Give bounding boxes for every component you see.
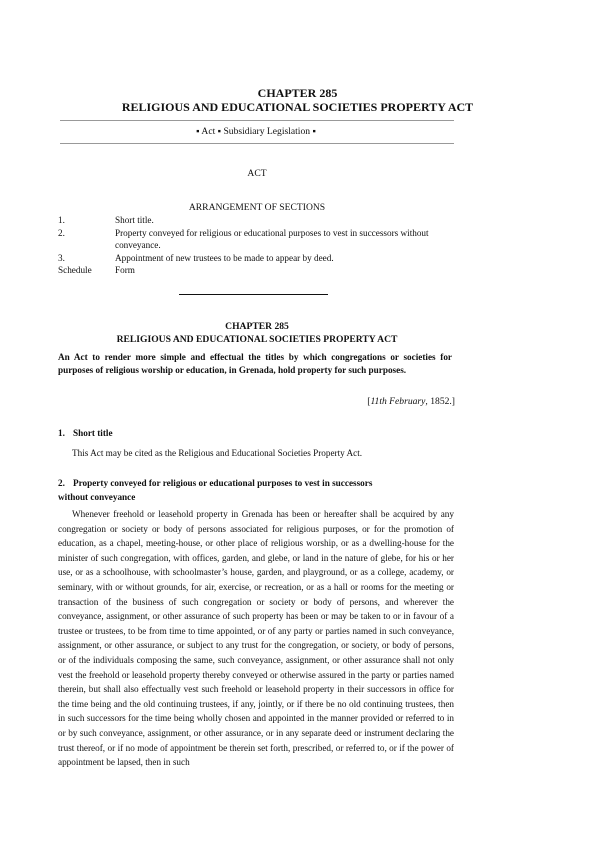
toc-item-property-conveyed[interactable]: Property conveyed for religious or educational purposes to vest in successors without conveyance. [115, 228, 429, 250]
long-title: An Act to render more simple and effectual the titles by which congregations or societies for purposes of religious worship or education, in Grenada, hold property for such purposes. [58, 352, 452, 376]
chapter-title: CHAPTER 285 [257, 86, 338, 100]
toc-item-short-title[interactable]: Short title. [115, 215, 154, 225]
section-2-text: Whenever freehold or leasehold property in Grenada has been or hereafter shall be acquired by any congregation or society or body of persons associated for religious purposes, or for the promotion of education, as a chapel, meeting-house, or other place of religious worship, or as a dwelling-house for the minister of such congregation, with offices, garden, and glebe, or land in the nature of glebe, for his or her use, or as a schoolhouse, with schoolmaster’s house, garden, and playground, or as a college, academy, or seminary, with or without grounds, for air, exercise, or recreation, or as a hall or rooms for the meeting or transaction of the business of such congregation or society or body of persons, and wherever the conveyance, assignment, or other assurance of such property has been or may be taken to or in favour of a trustee or trustees, to be from time to time appointed, or of any party or parties named in such conveyance, assignment, or other assurance, or subject to any trust for the congregation, or society, or body of persons, or of the individuals composing the same, such conveyance, assignment, or other assurance shall not only vest the freehold or leasehold property thereby conveyed or otherwise assured in the party or parties named therein, but shall also effectually vest such freehold or leasehold property in their successors in office for the time being and the old continuing trustees, if any, jointly, or if there be no old continuing trustees, then in such successors for the time being wholly chosen and appointed in the manner provided or referred to in or by such conveyance, assignment, or other assurance, or in any separate deed or instrument declaring the trust thereof, or if no mode of appointment be therein set forth, prescribed, or referred to, or if the power of appointment be lapsed, then in such [58, 509, 454, 768]
toc-item-schedule[interactable]: Form [115, 265, 135, 275]
bullet-icon: ▪ [217, 126, 222, 137]
nav-links [0, 126, 512, 137]
body-act-title: RELIGIOUS AND EDUCATIONAL SOCIETIES PROPERTY ACT [116, 334, 398, 345]
commencement-year: , 1852.] [425, 396, 455, 407]
section-2-heading [58, 477, 453, 504]
toc-item-num: 2. [58, 228, 65, 238]
act-heading: ACT [247, 168, 267, 179]
toc-item-appointment[interactable]: Appointment of new trustees to be made to appear by deed. [115, 253, 334, 263]
arrangement-heading: ARRANGEMENT OF SECTIONS [188, 202, 326, 213]
subsidiary-legislation-link[interactable]: Subsidiary Legislation [223, 126, 311, 137]
bullet-icon: ▪ [312, 126, 316, 137]
section-divider [179, 294, 328, 295]
body-chapter-title: CHAPTER 285 [225, 321, 289, 332]
commencement-date [367, 396, 455, 407]
top-rule [60, 120, 454, 121]
bullet-icon: ▪ [196, 126, 200, 137]
section-title-line1: Property conveyed for religious or educational purposes to vest in successors [73, 478, 373, 488]
act-title: RELIGIOUS AND EDUCATIONAL SOCIETIES PROPERTY ACT [121, 100, 474, 114]
toc-item-num: Schedule [58, 265, 92, 275]
section-1-text: This Act may be cited as the Religious and Educational Societies Property Act. [72, 448, 363, 458]
nav-rule [60, 143, 454, 144]
section-number: 1. [58, 428, 65, 438]
section-title-line2: without conveyance [58, 491, 136, 502]
commencement-day: 11th February [370, 396, 426, 407]
act-link[interactable]: Act [201, 126, 216, 137]
toc-item-num: 1. [58, 215, 65, 225]
bracket-open: [ [367, 396, 371, 407]
section-number: 2. [58, 478, 65, 488]
section-title: Short title [73, 428, 113, 438]
section-1-heading [58, 428, 113, 438]
toc-item-num: 3. [58, 253, 65, 263]
